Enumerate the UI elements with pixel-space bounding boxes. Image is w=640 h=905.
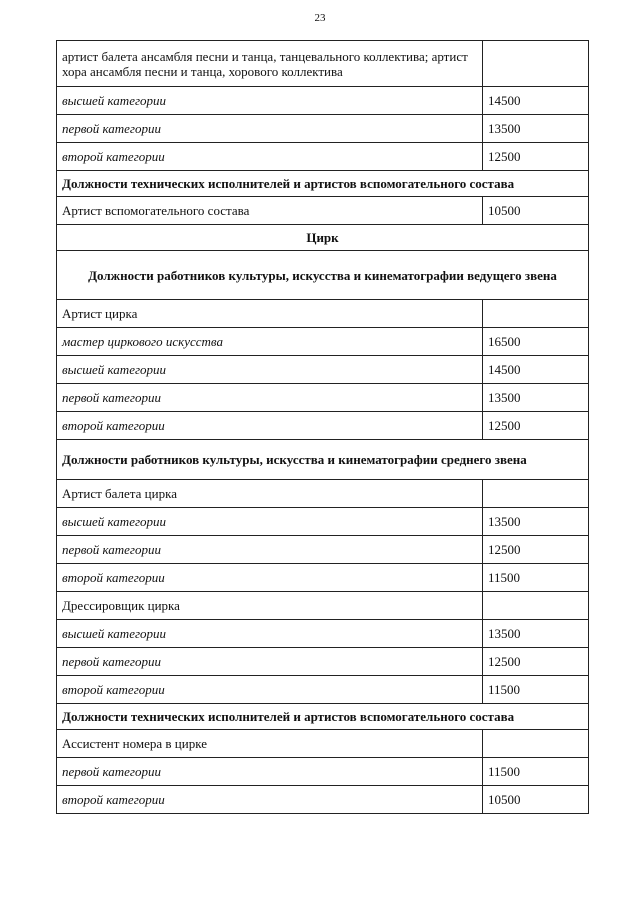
table-row <box>57 730 589 758</box>
salary-value <box>483 592 589 620</box>
section-title: Цирк <box>57 225 589 251</box>
category-name: высшей категории <box>57 620 483 648</box>
salary-value: 14500 <box>483 356 589 384</box>
category-name: первой категории <box>57 384 483 412</box>
category-name: второй категории <box>57 564 483 592</box>
position-name: Артист балета цирка <box>57 480 483 508</box>
salary-value: 16500 <box>483 328 589 356</box>
salary-table <box>56 40 589 814</box>
category-name: второй категории <box>57 143 483 171</box>
salary-value: 12500 <box>483 648 589 676</box>
category-name: мастер циркового искусства <box>57 328 483 356</box>
position-name: Ассистент номера в цирке <box>57 730 483 758</box>
salary-value: 13500 <box>483 508 589 536</box>
table-row <box>57 300 589 328</box>
section-header-row <box>57 251 589 300</box>
category-name: первой категории <box>57 758 483 786</box>
table-row <box>57 620 589 648</box>
salary-value: 12500 <box>483 143 589 171</box>
salary-value: 10500 <box>483 786 589 814</box>
table-row <box>57 356 589 384</box>
category-name: первой категории <box>57 536 483 564</box>
table-row <box>57 412 589 440</box>
section-header: Должности технических исполнителей и артистов вспомогательного состава <box>57 171 589 197</box>
salary-value: 12500 <box>483 412 589 440</box>
category-name: первой категории <box>57 648 483 676</box>
salary-value <box>483 480 589 508</box>
salary-value: 14500 <box>483 87 589 115</box>
table-row <box>57 676 589 704</box>
table-row <box>57 564 589 592</box>
salary-value <box>483 41 589 87</box>
section-header: Должности работников культуры, искусства и кинематографии среднего звена <box>57 440 589 480</box>
salary-value: 13500 <box>483 384 589 412</box>
position-name: артист балета ансамбля песни и танца, танцевального коллектива; артист хора ансамбля песни и танца, хорового коллектива <box>57 41 483 87</box>
salary-value: 12500 <box>483 536 589 564</box>
section-header: Должности технических исполнителей и артистов вспомогательного состава <box>57 704 589 730</box>
salary-value <box>483 300 589 328</box>
table-row <box>57 115 589 143</box>
table-row <box>57 384 589 412</box>
table-row <box>57 536 589 564</box>
table-row <box>57 328 589 356</box>
section-title-row <box>57 225 589 251</box>
salary-value: 11500 <box>483 676 589 704</box>
table-row <box>57 758 589 786</box>
category-name: второй категории <box>57 786 483 814</box>
table-row <box>57 592 589 620</box>
salary-value: 10500 <box>483 197 589 225</box>
salary-value: 13500 <box>483 115 589 143</box>
section-header-row <box>57 440 589 480</box>
category-name: высшей категории <box>57 356 483 384</box>
salary-value: 11500 <box>483 564 589 592</box>
category-name: второй категории <box>57 412 483 440</box>
table-row <box>57 143 589 171</box>
table-row <box>57 648 589 676</box>
position-name: Дрессировщик цирка <box>57 592 483 620</box>
category-name: второй категории <box>57 676 483 704</box>
category-name: первой категории <box>57 115 483 143</box>
table-row <box>57 508 589 536</box>
table-row <box>57 480 589 508</box>
salary-value: 13500 <box>483 620 589 648</box>
table-row <box>57 41 589 87</box>
page-number: 23 <box>314 12 326 24</box>
salary-value: 11500 <box>483 758 589 786</box>
table-row <box>57 197 589 225</box>
section-header-row <box>57 704 589 730</box>
table-row <box>57 87 589 115</box>
position-name: Артист цирка <box>57 300 483 328</box>
section-header: Должности работников культуры, искусства и кинематографии ведущего звена <box>57 251 589 300</box>
category-name: высшей категории <box>57 508 483 536</box>
table-row <box>57 786 589 814</box>
position-name: Артист вспомогательного состава <box>57 197 483 225</box>
salary-value <box>483 730 589 758</box>
category-name: высшей категории <box>57 87 483 115</box>
section-header-row <box>57 171 589 197</box>
